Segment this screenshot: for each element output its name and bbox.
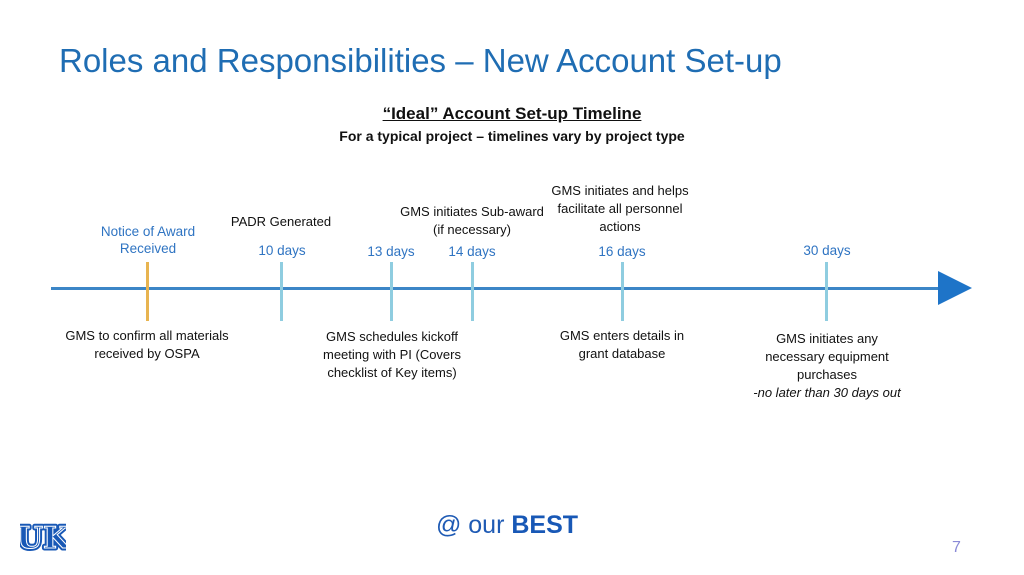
confirm-materials-text: GMS to confirm all materials received by OSPA [65, 328, 229, 361]
tagline-best: BEST [511, 511, 579, 539]
day-13: 13 days [367, 244, 415, 259]
kickoff-text: GMS schedules kickoff meeting with PI (Covers checklist of Key items) [323, 329, 461, 380]
subaward-label: GMS initiates Sub-award (if necessary) [400, 204, 544, 237]
day-10: 10 days [258, 243, 306, 258]
timeline-arrowhead-icon [938, 271, 972, 305]
tick-10-days [280, 262, 283, 321]
notice-of-award: Notice of Award Received [100, 224, 196, 256]
tick-14-days [471, 262, 474, 321]
uk-logo-outline: UK [20, 521, 66, 555]
at-our-best-logo [0, 511, 1014, 540]
tick-30-days [825, 262, 828, 321]
uk-logo-letters: UK [20, 521, 66, 555]
equipment-main: GMS initiates any necessary equipment purchases [765, 331, 889, 382]
timeline-heading: “Ideal” Account Set-up Timeline [382, 104, 642, 123]
day-16: 16 days [598, 244, 646, 259]
equipment-note: -no later than 30 days out [753, 385, 901, 400]
tagline-at-our: @ our [435, 511, 505, 539]
tick-16-days [621, 262, 624, 321]
padr-label: PADR Generated [230, 214, 332, 229]
timeline-line [51, 287, 946, 290]
day-30: 30 days [803, 243, 851, 258]
tick-13-days [390, 262, 393, 321]
personnel-label: GMS initiates and helps facilitate all personnel actions [551, 183, 689, 234]
day-14: 14 days [448, 244, 496, 259]
equipment-text [752, 330, 902, 402]
database-text: GMS enters details in grant database [559, 328, 685, 361]
timeline-subheading: For a typical project – timelines vary by project type [339, 128, 685, 144]
slide-title: Roles and Responsibilities – New Account Set-up [59, 42, 782, 79]
page-number: 7 [952, 539, 961, 556]
tick-notice [146, 262, 149, 321]
